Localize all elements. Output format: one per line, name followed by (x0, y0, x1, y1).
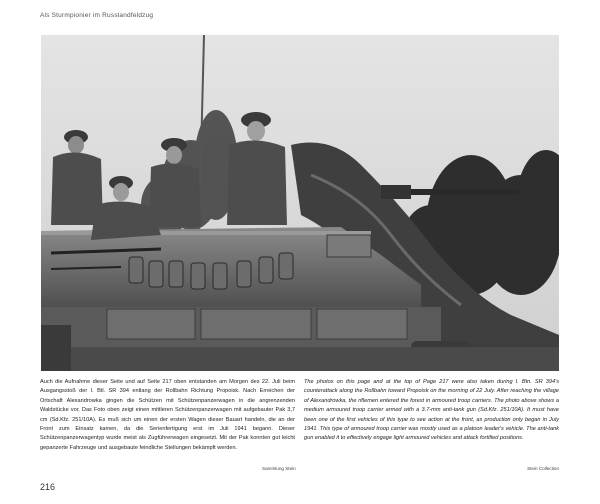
page-number: 216 (40, 482, 56, 492)
halftrack-photo (41, 35, 559, 371)
caption-english: The photos on this page and at the top of Page 217 were also taken during I. Btn. SR 394's counterattack along the Rollbahn toward Propoisk on the morning of 22 July. After reaching the village of Alexandrowka, the riflemen entered the forest in armoured troop carriers. The photo above shows a medium armoured troop carrier armed with a 3.7-mm anti-tank gun (Sd.Kfz. 251/10A). It must have been one of the first vehicles of this type to see action at the front, as production only began in July 1941. This type of armoured troop carrier was mostly used as a platoon leader's vehicle. The anti-tank gun enabled it to effectively engage light armoured vehicles and attack fortified positions. (304, 379, 559, 442)
running-head: Als Sturmpionier im Russlandfeldzug (40, 12, 154, 19)
caption-german: Auch die Aufnahme dieser Seite und auf Seite 217 oben entstanden am Morgen des 22. Juli beim Ausgangsstoß der I. Btl. SR 394 entlang der Rollbahn Richtung Propoisk. Nach Erreichen der Ortschaft Alexandrowka gingen die Schützen mit Schützenpanzerwagen in die angrenzenden Waldstücke vor. Das Foto oben zeigt einen mittleren Schützenpanzerwagen mit aufgebauter Pak 3,7 cm (Sd.Kfz. 251/10A). Es muß sich um einen der ersten Wagen dieser Bauart handeln, die an der Front zum Einsatz kamen, da die Serienfertigung erst im Juli 1941 begann. Dieser Schützenpanzerwagentyp wurde meist als Zugführerwagen eingesetzt. Mit der Pak konnten gut leicht gepanzerte Fahrzeuge und ausgebaute feindliche Stellungen bekämpft werden. (40, 379, 295, 451)
photo-credit-german: Sammlung Stein (262, 466, 296, 471)
photo-credit-english: Stein Collection (527, 466, 559, 471)
